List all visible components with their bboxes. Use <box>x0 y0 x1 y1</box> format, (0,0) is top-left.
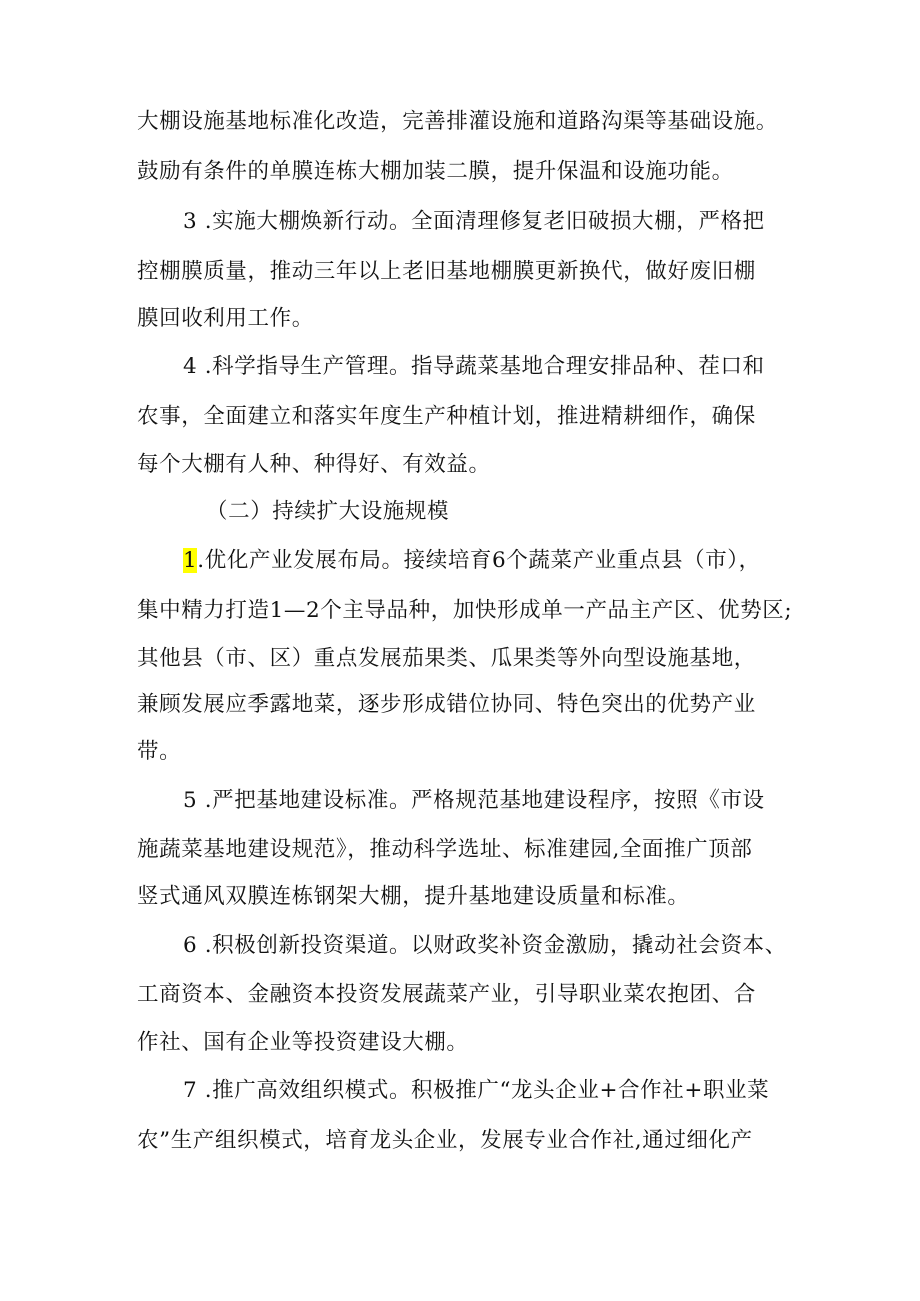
body-line: 作社、国有企业等投资建设大棚。 <box>137 1030 469 1055</box>
highlighted-number: 1 <box>183 548 198 573</box>
body-line: 农事，全面建立和落实年度生产种植计划，推进精耕细作，确保 <box>137 404 756 429</box>
section-heading: （二）持续扩大设施规模 <box>206 499 450 524</box>
list-item-3-line: 3 .实施大棚焕新行动。全面清理修复老旧破损大棚，严格把 <box>183 209 765 234</box>
body-line: 兼顾发展应季露地菜，逐步形成错位协同、特色突出的优势产业 <box>137 692 756 717</box>
body-line: 工商资本、金融资本投资发展蔬菜产业，引导职业菜农抱团、合 <box>137 982 756 1007</box>
body-line: 鼓励有条件的单膜连栋大棚加装二膜，提升保温和设施功能。 <box>137 159 734 184</box>
list-item-1-line <box>183 546 761 576</box>
list-item-5-line: 5 .严把基地建设标准。严格规范基地建设程序，按照《市设 <box>183 788 765 813</box>
body-line: 带。 <box>137 739 182 764</box>
body-line: 控棚膜质量，推动三年以上老旧基地棚膜更新换代，做好废旧棚 <box>137 259 756 284</box>
body-line: 每个大棚有人种、种得好、有效益。 <box>137 452 491 477</box>
list-item-7-line: 7 .推广高效组织模式。积极推广“龙头企业+合作社+职业菜 <box>183 1078 770 1103</box>
body-line: 大棚设施基地标准化改造，完善排灌设施和道路沟渠等基础设施。 <box>137 109 778 134</box>
body-line: 农”生产组织模式，培育龙头企业，发展专业合作社,通过细化产 <box>137 1128 753 1153</box>
body-line: 施蔬菜基地建设规范》，推动科学选址、标准建园,全面推广顶部 <box>137 837 753 862</box>
list-item-4-line: 4 .科学指导生产管理。指导蔬菜基地合理安排品种、茬口和 <box>183 354 765 379</box>
body-line: 其他县（市、区）重点发展茄果类、瓜果类等外向型设施基地， <box>137 646 756 671</box>
list-item-6-line: 6 .积极创新投资渠道。以财政奖补资金激励，撬动社会资本、 <box>183 933 787 958</box>
body-line: 竖式通风双膜连栋钢架大棚，提升基地建设质量和标准。 <box>137 884 690 909</box>
list-item-1-text: .优化产业发展布局。接续培育6个蔬菜产业重点县（市）， <box>197 548 761 573</box>
body-line: 集中精力打造1—2个主导品种，加快形成单一产品主产区、优势区; <box>137 598 793 623</box>
body-line: 膜回收利用工作。 <box>137 306 314 331</box>
